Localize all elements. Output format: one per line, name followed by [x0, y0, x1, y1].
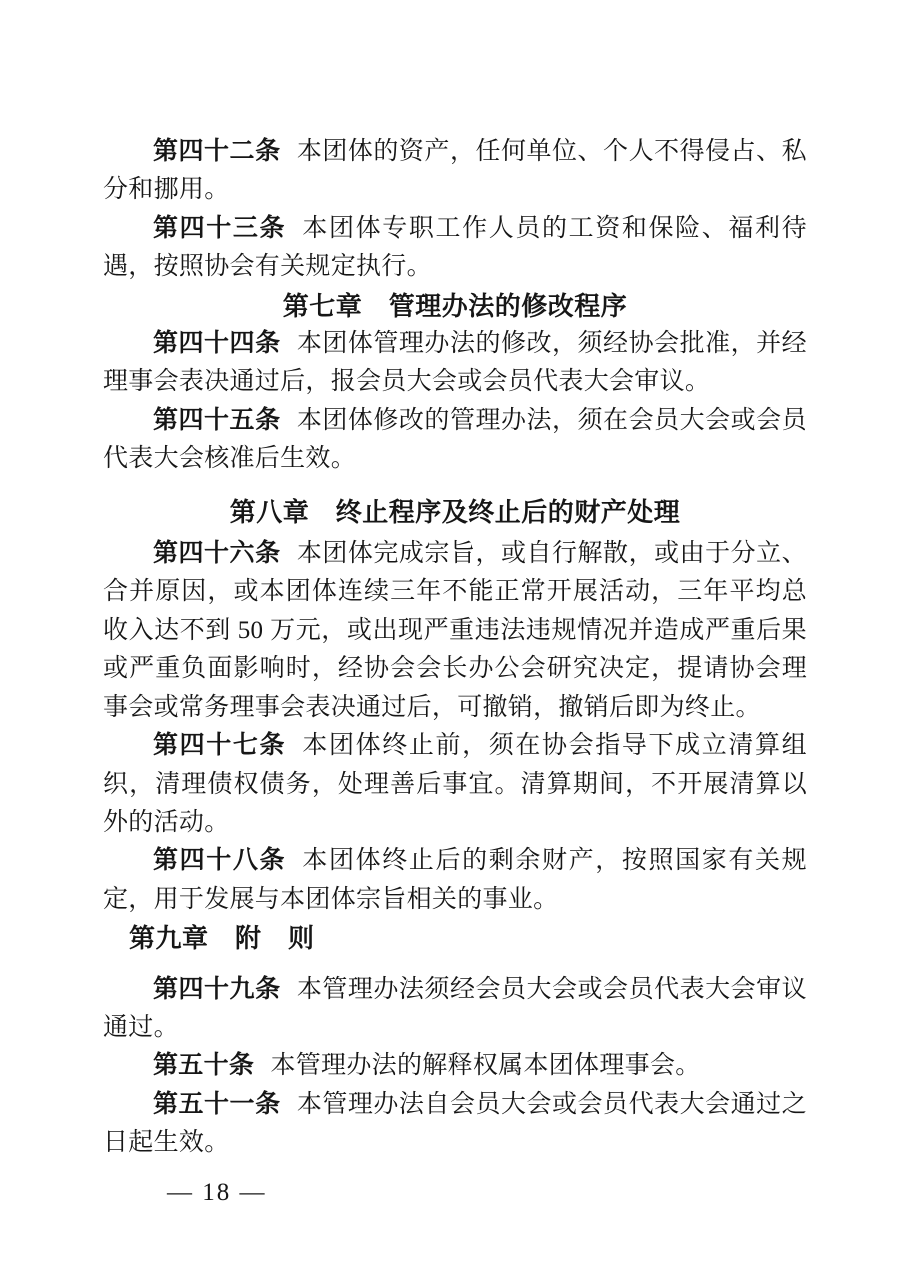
article-number: 第四十七条 [153, 732, 287, 760]
article-paragraph [103, 210, 807, 287]
article-number: 第四十三条 [153, 214, 287, 242]
article-paragraph [103, 727, 807, 842]
page-number: — 18 — [167, 1179, 267, 1206]
article-text: 本管理办法自会员大会或会员代表大会通过之日起生效。 [103, 1090, 807, 1157]
article-text: 本团体管理办法的修改，须经协会批准，并经理事会表决通过后，报会员大会或会员代表大会审议。 [103, 330, 807, 396]
article-text: 本团体的资产，任何单位、个人不得侵占、私分和挪用。 [103, 138, 807, 204]
article-number: 第四十二条 [153, 138, 281, 165]
article-text: 本管理办法须经会员大会或会员代表大会审议通过。 [103, 975, 807, 1041]
article-number: 第五十条 [153, 1052, 255, 1080]
page-footer [134, 1148, 267, 1238]
article-number: 第四十九条 [153, 975, 281, 1003]
article-number: 第四十六条 [153, 540, 281, 568]
chapter-heading-9: 第九章 附 则 [129, 923, 315, 954]
article-number: 第五十一条 [153, 1090, 281, 1118]
chapter-heading-8: 第八章 终止程序及终止后的财产处理 [229, 496, 681, 527]
article-paragraph [103, 535, 807, 727]
article-text: 本团体修改的管理办法，须在会员大会或会员代表大会核准后生效。 [103, 406, 807, 473]
article-paragraph [103, 971, 807, 1048]
article-text: 本团体专职工作人员的工资和保险、福利待遇，按照协会有关规定执行。 [103, 214, 807, 281]
article-number: 第四十八条 [153, 847, 287, 875]
article-paragraph [103, 402, 807, 479]
article-paragraph [103, 325, 807, 402]
article-text: 本团体终止后的剩余财产，按照国家有关规定，用于发展与本团体宗旨相关的事业。 [103, 847, 807, 913]
article-text: 本团体完成宗旨，或自行解散，或由于分立、合并原因，或本团体连续三年不能正常开展活动，三年平均总收入达不到 50 万元，或出现严重违法违规情况并造成严重后果或严重负面影响时，经协会会长办公会研究决定，提请协会理事会或常务理事会表决通过后，可撤销，撤销后即为终止。 [103, 540, 807, 721]
article-text: 本管理办法的解释权属本团体理事会。 [270, 1052, 701, 1080]
chapter-heading-7: 第七章 管理办法的修改程序 [282, 290, 628, 321]
article-text: 本团体终止前，须在协会指导下成立清算组织，清理债权债务，处理善后事宜。清算期间，不开展清算以外的活动。 [103, 732, 807, 836]
article-paragraph [103, 1047, 807, 1085]
article-number: 第四十四条 [153, 330, 281, 358]
document-body [103, 133, 807, 1163]
article-paragraph [103, 842, 807, 919]
article-paragraph [103, 133, 807, 210]
article-number: 第四十五条 [153, 406, 281, 434]
